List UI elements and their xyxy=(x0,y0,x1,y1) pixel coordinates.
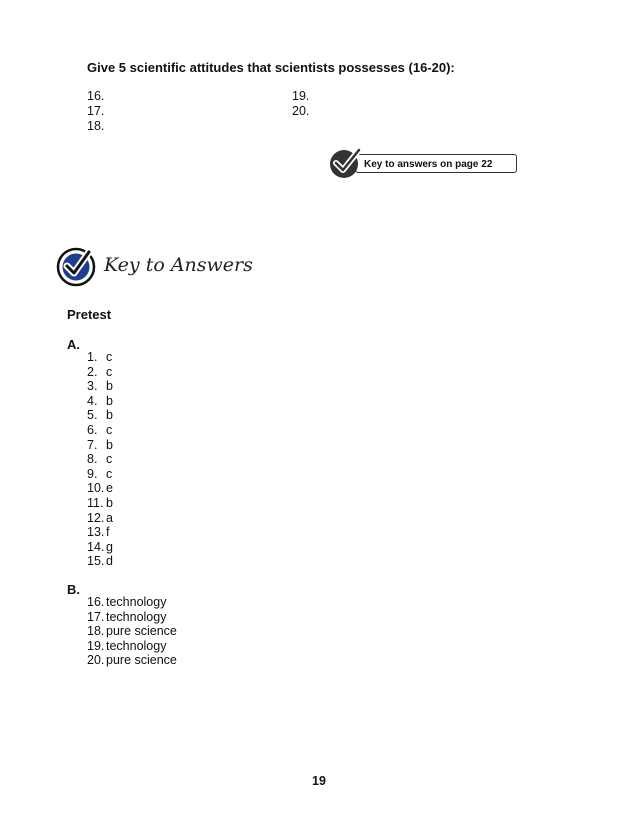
list-item xyxy=(87,408,113,423)
list-item xyxy=(87,481,113,496)
answer-blank-19: 19. xyxy=(292,89,310,103)
answer-blanks-right xyxy=(292,89,309,119)
item-answer: e xyxy=(106,481,113,496)
item-number: 4. xyxy=(87,393,98,408)
item-number: 12. xyxy=(87,510,105,525)
item-answer: pure science xyxy=(106,624,177,639)
item-answer: c xyxy=(106,364,113,379)
item-number: 14. xyxy=(87,539,105,554)
section-a-answers xyxy=(87,350,113,569)
item-answer: b xyxy=(106,379,113,394)
list-item xyxy=(87,554,113,569)
item-answer: c xyxy=(106,466,113,481)
item-answer: g xyxy=(106,539,113,554)
item-number: 6. xyxy=(87,422,98,437)
list-item xyxy=(87,540,113,555)
key-heading-title: Key to Answers xyxy=(104,254,253,276)
answer-blank-16: 16. xyxy=(87,89,105,103)
section-a-label: A. xyxy=(67,337,80,352)
list-item xyxy=(87,438,113,453)
item-number: 10. xyxy=(87,481,105,496)
item-answer: a xyxy=(106,510,113,525)
list-item xyxy=(87,595,177,610)
list-item xyxy=(87,350,113,365)
item-answer: b xyxy=(106,437,113,452)
answer-blank-18: 18. xyxy=(87,119,105,133)
list-item xyxy=(87,379,113,394)
item-number: 2. xyxy=(87,364,98,379)
item-number: 18. xyxy=(87,624,105,639)
item-number: 19. xyxy=(87,638,105,653)
answer-blanks-left xyxy=(87,89,104,134)
item-answer: c xyxy=(106,452,113,467)
list-item xyxy=(87,467,113,482)
section-b-answers xyxy=(87,595,177,668)
list-item xyxy=(87,496,113,511)
item-number: 13. xyxy=(87,525,105,540)
item-number: 11. xyxy=(87,495,104,510)
item-answer: c xyxy=(106,350,113,364)
list-item xyxy=(87,610,177,625)
item-number: 1. xyxy=(87,350,98,364)
item-answer: technology xyxy=(106,595,167,609)
item-number: 20. xyxy=(87,653,105,668)
list-item xyxy=(87,639,177,654)
list-item xyxy=(87,394,113,409)
pretest-title: Pretest xyxy=(67,307,112,322)
list-item xyxy=(87,452,113,467)
item-answer: f xyxy=(106,525,110,540)
list-item xyxy=(87,511,113,526)
checkmark-circle-icon xyxy=(56,242,100,288)
list-item xyxy=(87,624,177,639)
item-answer: c xyxy=(106,422,113,437)
item-answer: b xyxy=(106,393,113,408)
item-answer: b xyxy=(106,495,113,510)
item-answer: d xyxy=(106,554,113,569)
question-text: Give 5 scientific attitudes that scientists possesses (16-20): xyxy=(87,60,455,75)
list-item xyxy=(87,525,113,540)
item-number: 16. xyxy=(87,595,105,609)
answer-blank-17: 17. xyxy=(87,104,105,118)
item-answer: technology xyxy=(106,609,167,624)
item-number: 8. xyxy=(87,452,98,467)
key-to-answers-note xyxy=(329,146,519,178)
list-item xyxy=(87,365,113,380)
item-answer: technology xyxy=(106,638,167,653)
item-number: 5. xyxy=(87,408,98,423)
item-answer: pure science xyxy=(106,653,177,668)
item-number: 15. xyxy=(87,554,105,569)
page-number: 19 xyxy=(312,774,326,788)
key-note-label: Key to answers on page 22 xyxy=(355,154,517,173)
item-number: 3. xyxy=(87,379,98,394)
check-badge-icon xyxy=(329,146,365,180)
item-number: 17. xyxy=(87,609,105,624)
item-number: 9. xyxy=(87,466,98,481)
section-b-label: B. xyxy=(67,582,80,597)
list-item xyxy=(87,653,177,668)
list-item xyxy=(87,423,113,438)
answer-blank-20: 20. xyxy=(292,104,310,118)
item-answer: b xyxy=(106,408,113,423)
item-number: 7. xyxy=(87,437,98,452)
